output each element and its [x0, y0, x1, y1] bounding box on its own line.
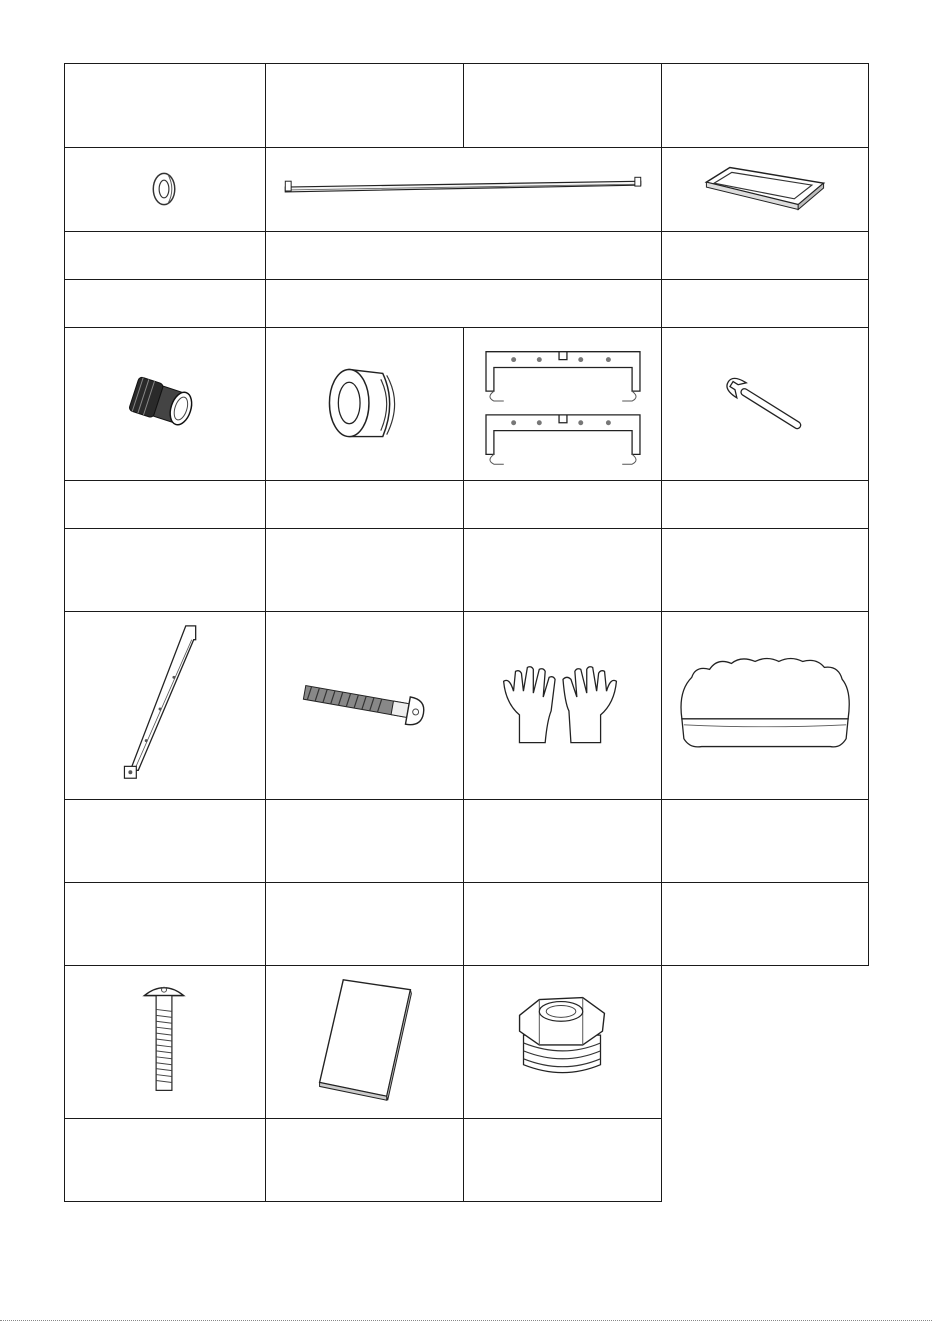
support-rod-cell [64, 611, 266, 800]
screw-icon [65, 966, 265, 1118]
label-cell [265, 528, 464, 612]
label-cell [64, 528, 266, 612]
bracket-pair-icon [464, 328, 661, 480]
label-cell [64, 231, 266, 280]
label-cell [661, 279, 869, 328]
manual-booklet-cell [265, 965, 464, 1119]
rectangular-frame-icon [662, 148, 868, 231]
label-cell [265, 799, 464, 883]
label-cell [64, 279, 266, 328]
bracket-pair-cell [463, 327, 662, 481]
long-bolt-icon [266, 612, 463, 799]
pipe-sleeve-cell [265, 327, 464, 481]
label-cell [463, 882, 662, 966]
label-cell [64, 882, 266, 966]
threaded-connector-icon [65, 328, 265, 480]
label-cell [661, 231, 869, 280]
long-bolt-cell [265, 611, 464, 800]
wrench-cell [661, 327, 869, 481]
label-cell [265, 882, 464, 966]
long-rail-bar-cell [265, 147, 662, 232]
long-rail-bar-icon [266, 148, 661, 231]
label-cell [661, 480, 869, 529]
label-cell [463, 1118, 662, 1202]
screw-cell [64, 965, 266, 1119]
gloves-cell [463, 611, 662, 800]
label-cell [463, 799, 662, 883]
hex-adapter-icon [464, 966, 661, 1118]
gloves-icon [464, 612, 661, 799]
threaded-connector-cell [64, 327, 266, 481]
label-cell [661, 799, 869, 883]
label-cell [463, 480, 662, 529]
label-cell [661, 63, 869, 148]
label-cell [265, 279, 662, 328]
filter-sponge-icon [662, 612, 868, 799]
rectangular-frame-cell [661, 147, 869, 232]
hex-adapter-cell [463, 965, 662, 1119]
washer-ring-cell [64, 147, 266, 232]
page-edge-divider [0, 1320, 932, 1321]
wrench-icon [662, 328, 868, 480]
label-cell [463, 528, 662, 612]
label-cell [64, 1118, 266, 1202]
label-cell [265, 480, 464, 529]
pipe-sleeve-icon [266, 328, 463, 480]
label-cell [463, 63, 662, 148]
support-rod-icon [65, 612, 265, 799]
label-cell [64, 63, 266, 148]
manual-booklet-icon [266, 966, 463, 1118]
label-cell [64, 799, 266, 883]
label-cell [265, 63, 464, 148]
label-cell [265, 231, 662, 280]
label-cell [661, 882, 869, 966]
label-cell [64, 480, 266, 529]
filter-sponge-cell [661, 611, 869, 800]
label-cell [265, 1118, 464, 1202]
label-cell [661, 528, 869, 612]
washer-ring-icon [65, 148, 265, 231]
